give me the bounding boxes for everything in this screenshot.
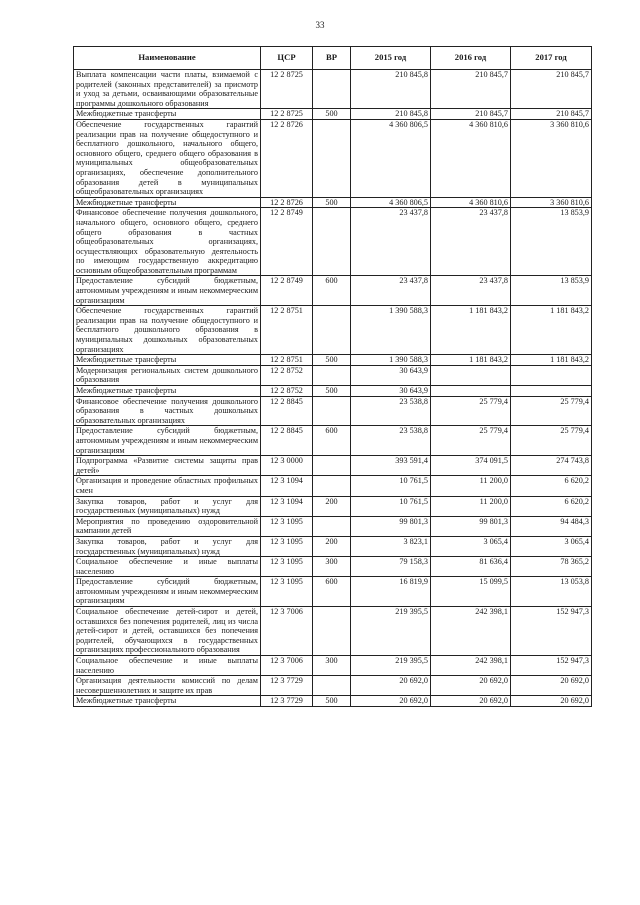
row-2015: 10 761,5 [351, 496, 431, 516]
row-vr [313, 70, 351, 109]
row-name: Финансовое обеспечение получения дошкольного образования в частных дошкольных образовательных организациях [74, 396, 261, 426]
table-row [74, 109, 592, 120]
row-vr: 300 [313, 656, 351, 676]
table-row [74, 119, 592, 197]
row-name: Социальное обеспечение детей-сирот и детей, оставшихся без попечения родителей, лиц из числа детей-сирот и детей, оставшихся без попечения родителей, обучающихся в государственных организациях профессионального образования [74, 607, 261, 656]
table-row [74, 516, 592, 536]
row-csr: 12 2 8845 [261, 396, 313, 426]
row-name: Межбюджетные трансферты [74, 197, 261, 208]
row-vr: 200 [313, 496, 351, 516]
row-csr: 12 2 8752 [261, 365, 313, 385]
table-row [74, 676, 592, 696]
row-2016: 20 692,0 [431, 676, 511, 696]
row-2015: 23 437,8 [351, 208, 431, 276]
row-name: Выплата компенсации части платы, взимаемой с родителей (законных представителей) за присмотр и уход за детьми, осваивающими образовательные программы дошкольного образования [74, 70, 261, 109]
row-2016: 23 437,8 [431, 276, 511, 306]
row-2016: 11 200,0 [431, 496, 511, 516]
row-csr: 12 2 8725 [261, 70, 313, 109]
row-2017: 3 360 810,6 [511, 197, 592, 208]
row-csr: 12 2 8751 [261, 306, 313, 355]
header-csr: ЦСР [261, 47, 313, 70]
row-2017: 78 365,2 [511, 557, 592, 577]
row-2017: 6 620,2 [511, 496, 592, 516]
row-vr [313, 396, 351, 426]
row-2017: 20 692,0 [511, 696, 592, 707]
row-vr: 500 [313, 696, 351, 707]
row-csr: 12 2 8749 [261, 276, 313, 306]
row-vr: 600 [313, 276, 351, 306]
row-2015: 10 761,5 [351, 476, 431, 496]
table-row [74, 456, 592, 476]
row-vr [313, 456, 351, 476]
row-vr [313, 208, 351, 276]
row-2015: 79 158,3 [351, 557, 431, 577]
row-name: Предоставление субсидий бюджетным, автономным учреждениям и иным некоммерческим организациям [74, 426, 261, 456]
row-2016: 15 099,5 [431, 577, 511, 607]
table-row [74, 197, 592, 208]
row-2016: 242 398,1 [431, 607, 511, 656]
row-csr: 12 3 1095 [261, 557, 313, 577]
row-2015: 30 643,9 [351, 386, 431, 397]
row-vr [313, 306, 351, 355]
page-number: 33 [315, 20, 325, 30]
row-2015: 30 643,9 [351, 365, 431, 385]
row-name: Межбюджетные трансферты [74, 355, 261, 366]
row-csr: 12 3 1095 [261, 536, 313, 556]
table-row [74, 426, 592, 456]
row-csr: 12 2 8751 [261, 355, 313, 366]
row-2015: 210 845,8 [351, 70, 431, 109]
row-name: Финансовое обеспечение получения дошкольного, начального общего, основного общего, среднего общего образования в частных общеобразовательных организациях, осуществляющих образовательную деятельность по имеющим государственную аккредитацию основным общеобразовательным программам [74, 208, 261, 276]
header-2015: 2015 год [351, 47, 431, 70]
row-2017 [511, 365, 592, 385]
row-csr: 12 2 8749 [261, 208, 313, 276]
row-2016: 1 181 843,2 [431, 306, 511, 355]
row-2017: 152 947,3 [511, 656, 592, 676]
row-name: Закупка товаров, работ и услуг для государственных (муниципальных) нужд [74, 496, 261, 516]
row-csr: 12 3 1094 [261, 476, 313, 496]
row-name: Межбюджетные трансферты [74, 696, 261, 707]
row-2016: 242 398,1 [431, 656, 511, 676]
row-2015: 20 692,0 [351, 696, 431, 707]
row-2017: 13 053,8 [511, 577, 592, 607]
header-name: Наименование [74, 47, 261, 70]
row-2015: 219 395,5 [351, 607, 431, 656]
row-2015: 23 538,8 [351, 396, 431, 426]
row-csr: 12 2 8726 [261, 119, 313, 197]
row-vr: 600 [313, 577, 351, 607]
row-2017: 13 853,9 [511, 276, 592, 306]
table-row [74, 476, 592, 496]
row-2015: 1 390 588,3 [351, 306, 431, 355]
row-vr: 500 [313, 386, 351, 397]
row-2017: 210 845,7 [511, 109, 592, 120]
row-2017: 274 743,8 [511, 456, 592, 476]
row-2016: 11 200,0 [431, 476, 511, 496]
row-vr [313, 516, 351, 536]
row-csr: 12 2 8726 [261, 197, 313, 208]
table-row [74, 656, 592, 676]
row-vr: 300 [313, 557, 351, 577]
row-2016: 25 779,4 [431, 396, 511, 426]
table-row [74, 386, 592, 397]
table-row [74, 306, 592, 355]
row-csr: 12 2 8725 [261, 109, 313, 120]
table-row [74, 276, 592, 306]
row-name: Мероприятия по проведению оздоровительной кампании детей [74, 516, 261, 536]
row-2016: 1 181 843,2 [431, 355, 511, 366]
row-2015: 23 538,8 [351, 426, 431, 456]
row-2016: 81 636,4 [431, 557, 511, 577]
row-2015: 1 390 588,3 [351, 355, 431, 366]
row-2015: 99 801,3 [351, 516, 431, 536]
table-row [74, 577, 592, 607]
header-2016: 2016 год [431, 47, 511, 70]
row-csr: 12 3 1095 [261, 577, 313, 607]
row-2017: 13 853,9 [511, 208, 592, 276]
row-csr: 12 3 7729 [261, 696, 313, 707]
row-2016 [431, 386, 511, 397]
budget-table [73, 46, 592, 707]
row-2015: 210 845,8 [351, 109, 431, 120]
row-vr [313, 476, 351, 496]
row-name: Межбюджетные трансферты [74, 386, 261, 397]
row-2015: 4 360 806,5 [351, 197, 431, 208]
row-csr: 12 3 1095 [261, 516, 313, 536]
row-vr: 500 [313, 109, 351, 120]
row-2016: 20 692,0 [431, 696, 511, 707]
row-2017: 3 360 810,6 [511, 119, 592, 197]
row-vr [313, 365, 351, 385]
table-header [74, 47, 592, 70]
row-2017: 25 779,4 [511, 396, 592, 426]
table-row [74, 355, 592, 366]
row-2016: 99 801,3 [431, 516, 511, 536]
table-body [74, 70, 592, 707]
table-row [74, 536, 592, 556]
row-name: Обеспечение государственных гарантий реализации прав на получение общедоступного и бесплатного дошкольного, начального общего, основного общего, среднего общего образования в муниципальных общеобразовательных организациях, обеспечение дополнительного образования детей в муниципальных общеобразовательных организациях [74, 119, 261, 197]
row-csr: 12 3 0000 [261, 456, 313, 476]
row-2017: 25 779,4 [511, 426, 592, 456]
row-2015: 219 395,5 [351, 656, 431, 676]
row-2016: 23 437,8 [431, 208, 511, 276]
row-2015: 23 437,8 [351, 276, 431, 306]
row-2016: 374 091,5 [431, 456, 511, 476]
row-2015: 16 819,9 [351, 577, 431, 607]
row-2017: 1 181 843,2 [511, 306, 592, 355]
table-row [74, 396, 592, 426]
row-2017: 94 484,3 [511, 516, 592, 536]
row-2016 [431, 365, 511, 385]
row-2017: 152 947,3 [511, 607, 592, 656]
row-csr: 12 2 8845 [261, 426, 313, 456]
row-2015: 4 360 806,5 [351, 119, 431, 197]
header-2017: 2017 год [511, 47, 592, 70]
table-row [74, 696, 592, 707]
row-2016: 4 360 810,6 [431, 197, 511, 208]
row-vr: 600 [313, 426, 351, 456]
row-name: Предоставление субсидий бюджетным, автономным учреждениям и иным некоммерческим организациям [74, 577, 261, 607]
row-vr: 200 [313, 536, 351, 556]
row-vr: 500 [313, 197, 351, 208]
row-2016: 25 779,4 [431, 426, 511, 456]
row-2017 [511, 386, 592, 397]
table-row [74, 70, 592, 109]
row-name: Межбюджетные трансферты [74, 109, 261, 120]
row-name: Организация и проведение областных профильных смен [74, 476, 261, 496]
table-row [74, 496, 592, 516]
table-row [74, 365, 592, 385]
row-vr [313, 119, 351, 197]
row-2015: 393 591,4 [351, 456, 431, 476]
row-2017: 3 065,4 [511, 536, 592, 556]
table-row [74, 557, 592, 577]
row-vr [313, 676, 351, 696]
row-name: Социальное обеспечение и иные выплаты населению [74, 656, 261, 676]
table-row [74, 607, 592, 656]
row-csr: 12 3 7006 [261, 656, 313, 676]
row-2015: 3 823,1 [351, 536, 431, 556]
row-name: Подпрограмма «Развитие системы защиты прав детей» [74, 456, 261, 476]
header-vr: ВР [313, 47, 351, 70]
row-csr: 12 3 1094 [261, 496, 313, 516]
row-name: Социальное обеспечение и иные выплаты населению [74, 557, 261, 577]
row-name: Предоставление субсидий бюджетным, автономным учреждениям и иным некоммерческим организациям [74, 276, 261, 306]
row-2016: 4 360 810,6 [431, 119, 511, 197]
row-name: Обеспечение государственных гарантий реализации прав на получение общедоступного и бесплатного дошкольного образования в муниципальных дошкольных образовательных организациях [74, 306, 261, 355]
row-csr: 12 3 7006 [261, 607, 313, 656]
row-2017: 1 181 843,2 [511, 355, 592, 366]
row-2017: 20 692,0 [511, 676, 592, 696]
row-2015: 20 692,0 [351, 676, 431, 696]
row-csr: 12 2 8752 [261, 386, 313, 397]
row-2017: 210 845,7 [511, 70, 592, 109]
row-name: Организация деятельности комиссий по делам несовершеннолетних и защите их прав [74, 676, 261, 696]
header-row [74, 47, 592, 70]
row-vr: 500 [313, 355, 351, 366]
row-2016: 210 845,7 [431, 70, 511, 109]
row-2017: 6 620,2 [511, 476, 592, 496]
row-2016: 210 845,7 [431, 109, 511, 120]
row-name: Модернизация региональных систем дошкольного образования [74, 365, 261, 385]
table-row [74, 208, 592, 276]
row-vr [313, 607, 351, 656]
row-2016: 3 065,4 [431, 536, 511, 556]
row-csr: 12 3 7729 [261, 676, 313, 696]
row-name: Закупка товаров, работ и услуг для государственных (муниципальных) нужд [74, 536, 261, 556]
